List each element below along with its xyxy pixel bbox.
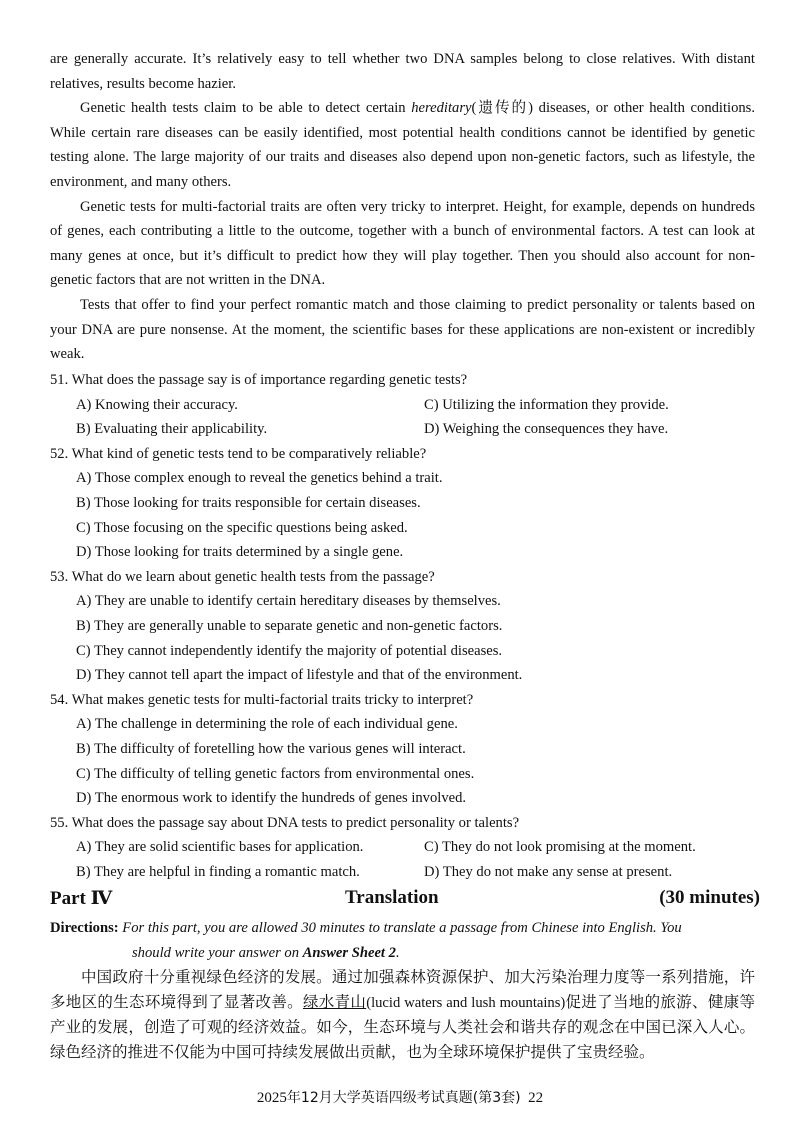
part-time: (30 minutes) bbox=[659, 887, 760, 908]
question-52 bbox=[50, 442, 760, 565]
passage-paragraph-3: Genetic tests for multi-factorial traits are often very tricky to interpret. Height, for example, depends on hundreds of genes, each contributing a little to the outcome, together with a bunch of environmental factors. A test can look at many genes at once, but it’s difficult to predict how they will play together. Then you should also account for non-genetic factors that are not written in the DNA. bbox=[50, 198, 755, 289]
option-a: A) Those complex enough to reveal the genetics behind a trait. bbox=[76, 470, 443, 487]
question-stem: 53. What do we learn about genetic health tests from the passage? bbox=[50, 568, 435, 585]
question-53 bbox=[50, 565, 760, 688]
question-55 bbox=[50, 811, 760, 885]
option-a: A) They are solid scientific bases for application. bbox=[76, 839, 364, 856]
footer-title: 年12月大学英语四级考试真题(第3套) bbox=[286, 1090, 521, 1106]
option-c: C) They cannot independently identify the majority of potential diseases. bbox=[76, 642, 503, 659]
option-row bbox=[50, 835, 760, 860]
question-54 bbox=[50, 688, 760, 811]
question-stem: 55. What does the passage say about DNA tests to predict personality or talents? bbox=[50, 814, 520, 831]
option-row bbox=[50, 860, 760, 885]
translation-passage bbox=[50, 965, 755, 1064]
directions-line-1 bbox=[50, 916, 755, 941]
option-c: C) Those focusing on the specific questions being asked. bbox=[76, 519, 408, 536]
option-b: B) They are generally unable to separate genetic and non-genetic factors. bbox=[76, 617, 503, 634]
option-d: D) The enormous work to identify the hundreds of genes involved. bbox=[76, 790, 467, 807]
option-d: D) Those looking for traits determined by a single gene. bbox=[76, 544, 404, 561]
term-gloss: (lucid waters and lush mountains) bbox=[366, 994, 566, 1011]
directions-text-2: should write your answer on bbox=[132, 944, 303, 961]
footer-year: 2025 bbox=[256, 1090, 287, 1106]
option-c: C) They do not look promising at the moment. bbox=[424, 839, 696, 856]
directions-text-1: For this part, you are allowed 30 minutes to translate a passage from Chinese into English. You bbox=[118, 920, 682, 936]
passage-paragraph-2 bbox=[50, 96, 755, 194]
option-c: C) Utilizing the information they provide. bbox=[424, 396, 669, 413]
directions-text-3: . bbox=[395, 944, 400, 961]
question-stem: 54. What makes genetic tests for multi-factorial traits tricky to interpret? bbox=[50, 691, 474, 708]
hereditary-term: hereditary bbox=[411, 100, 472, 117]
passage-paragraph-1: are generally accurate. It’s relatively easy to tell whether two DNA samples belong to close relatives. With distant relatives, results become hazier. bbox=[50, 51, 755, 92]
answer-sheet-ref: Answer Sheet 2 bbox=[302, 944, 396, 961]
option-d: D) They cannot tell apart the impact of lifestyle and that of the environment. bbox=[76, 667, 523, 684]
directions bbox=[50, 916, 755, 965]
option-a: A) Knowing their accuracy. bbox=[76, 396, 238, 413]
option-a: A) They are unable to identify certain hereditary diseases by themselves. bbox=[76, 593, 501, 610]
option-c: C) The difficulty of telling genetic factors from environmental ones. bbox=[76, 765, 475, 782]
reading-passage bbox=[50, 47, 755, 367]
question-51 bbox=[50, 368, 760, 442]
option-d: D) Weighing the consequences they have. bbox=[424, 421, 669, 438]
option-row bbox=[50, 393, 760, 418]
page-footer bbox=[0, 1087, 800, 1107]
chinese-term: 绿水青山 bbox=[302, 992, 367, 1011]
option-b: B) Evaluating their applicability. bbox=[76, 421, 268, 438]
part-title: Translation bbox=[345, 887, 439, 908]
directions-label: Directions: bbox=[50, 920, 119, 936]
chinese-text-2: 促进了当地的旅游、健康等产业的发展，创造了可观的经济效益。如今，生态环境与人类社会和谐共存的观念在中国已深入人心。绿色经济的推进不仅能为中国可持续发展做出贡献，也为全球环境保护提供了宝贵经验。 bbox=[50, 992, 755, 1061]
option-b: B) They are helpful in finding a romantic match. bbox=[76, 863, 360, 880]
option-d: D) They do not make any sense at present. bbox=[424, 863, 673, 880]
page-number: 22 bbox=[528, 1090, 544, 1106]
part-label: Part Ⅳ bbox=[50, 888, 113, 909]
p2-after: (遗传的) diseases, or other health conditions. While certain rare diseases can be easily identified, most potential health conditions cannot be identified by genetic testing alone. The large majority of our traits and diseases also depend upon non-genetic factors, such as lifestyle, the environment, and many others. bbox=[50, 100, 756, 190]
question-stem: 51. What does the passage say is of importance regarding genetic tests? bbox=[50, 372, 468, 388]
p2-before: Genetic health tests claim to be able to detect certain bbox=[80, 100, 412, 117]
chinese-text-1: 中国政府十分重视绿色经济的发展。通过加强森林资源保护、加大污染治理力度等一系列措施，许多地区的生态环境得到了显著改善。 bbox=[50, 968, 755, 1011]
option-row bbox=[50, 417, 760, 442]
question-stem: 52. What kind of genetic tests tend to be comparatively reliable? bbox=[50, 445, 427, 462]
passage-paragraph-4: Tests that offer to find your perfect romantic match and those claiming to predict personality or talents based on your DNA are pure nonsense. At the moment, the scientific bases for these applications are non-existent or incredibly weak. bbox=[50, 296, 755, 363]
option-b: B) Those looking for traits responsible for certain diseases. bbox=[76, 494, 421, 511]
part-header bbox=[50, 887, 760, 915]
question-list bbox=[50, 368, 760, 884]
option-a: A) The challenge in determining the role of each individual gene. bbox=[76, 716, 458, 733]
directions-line-2 bbox=[50, 941, 755, 966]
option-b: B) The difficulty of foretelling how the various genes will interact. bbox=[76, 740, 466, 757]
